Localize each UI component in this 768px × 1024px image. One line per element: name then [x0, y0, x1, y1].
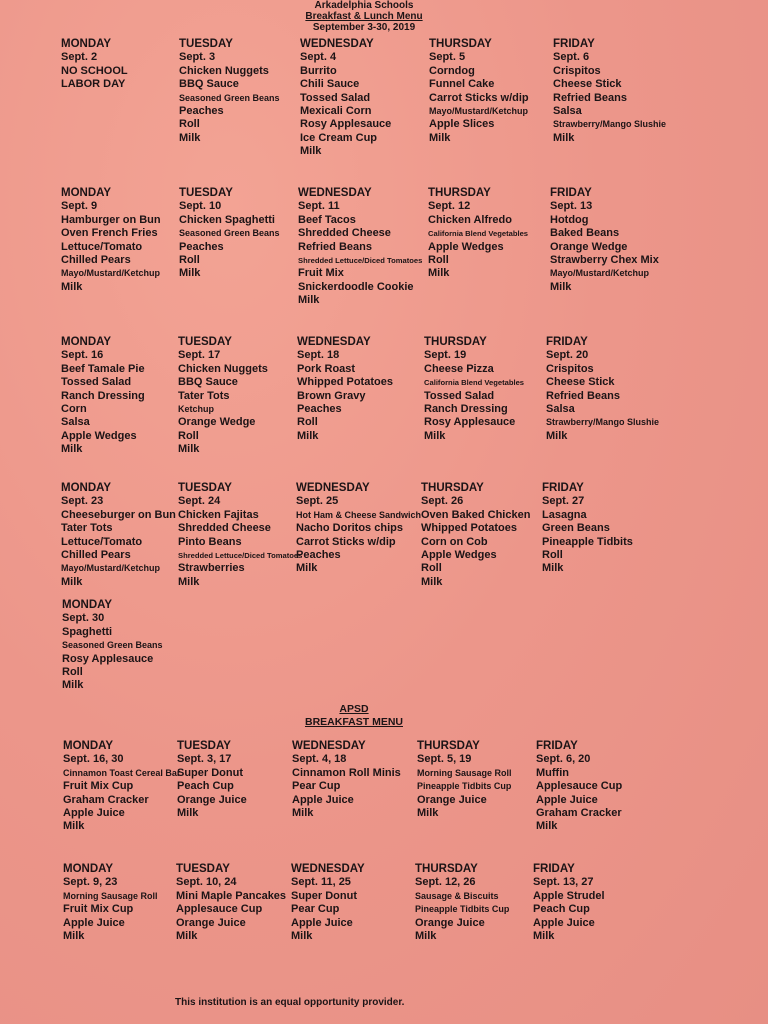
menu-item: Hamburger on Bun: [61, 213, 161, 226]
menu-item: Milk: [61, 575, 83, 588]
day-date: Sept. 9, 23: [63, 876, 118, 889]
menu-item: Super Donut: [291, 889, 357, 902]
day-date: Sept. 11, 25: [291, 876, 351, 889]
day-date: Sept. 20: [546, 349, 589, 362]
menu-item: Brown Gravy: [297, 389, 366, 402]
menu-item: Roll: [542, 549, 563, 562]
day-name: TUESDAY: [178, 336, 232, 348]
menu-item: Chicken Alfredo: [428, 213, 512, 226]
menu-item: Salsa: [61, 416, 90, 429]
menu-item: Peaches: [297, 403, 342, 416]
menu-item: Milk: [536, 820, 558, 833]
menu-item: Hot Ham & Cheese Sandwich: [296, 509, 422, 520]
day-date: Sept. 5: [429, 51, 466, 64]
menu-item: Cheese Pizza: [424, 362, 494, 375]
day-date: Sept. 16: [61, 349, 104, 362]
menu-item: Salsa: [553, 105, 582, 118]
day-name: FRIDAY: [542, 482, 584, 494]
menu-item: Oven French Fries: [61, 227, 158, 240]
day-date: Sept. 4, 18: [292, 753, 347, 766]
day-name: WEDNESDAY: [297, 336, 371, 348]
menu-item: Mini Maple Pancakes: [176, 889, 287, 902]
menu-item: Snickerdoodle Cookie: [298, 280, 414, 293]
menu-item: Apple Slices: [429, 118, 495, 131]
menu-item: Fruit Mix: [298, 267, 344, 280]
menu-title: Breakfast & Lunch Menu: [305, 11, 423, 22]
menu-item: Spaghetti: [62, 625, 113, 638]
menu-item: Seasoned Green Beans: [179, 92, 280, 103]
day-name: THURSDAY: [417, 740, 480, 752]
menu-item: Ranch Dressing: [61, 389, 145, 402]
day-column-monday: [63, 740, 180, 834]
menu-item: Milk: [179, 131, 201, 144]
menu-item: Shredded Cheese: [178, 522, 271, 535]
menu-item: Chicken Spaghetti: [179, 213, 275, 226]
menu-item: Rosy Applesauce: [424, 416, 516, 429]
menu-item: Apple Juice: [536, 793, 598, 806]
day-date: Sept. 2: [61, 51, 98, 64]
menu-item: Cinnamon Roll Minis: [292, 766, 401, 779]
menu-item: Mexicali Corn: [300, 105, 372, 118]
menu-item: Milk: [177, 807, 199, 820]
day-date: Sept. 13, 27: [533, 876, 594, 889]
day-name: FRIDAY: [536, 740, 578, 752]
menu-item: Whipped Potatoes: [297, 376, 393, 389]
day-column-tuesday: [179, 38, 280, 145]
menu-item: Nacho Doritos chips: [296, 522, 403, 535]
menu-item: Whipped Potatoes: [421, 522, 517, 535]
day-column-monday: [61, 187, 161, 294]
day-date: Sept. 5, 19: [417, 753, 472, 766]
menu-item: Super Donut: [177, 766, 243, 779]
day-column-thursday: [429, 38, 529, 145]
day-column-thursday: [421, 482, 530, 589]
day-name: MONDAY: [63, 863, 114, 875]
day-name: MONDAY: [63, 740, 114, 752]
menu-item: Cheeseburger on Bun: [61, 508, 176, 521]
menu-item: Refried Beans: [298, 240, 372, 253]
day-date: Sept. 9: [61, 200, 98, 213]
menu-item: Oven Baked Chicken: [421, 508, 531, 521]
menu-item: Chilled Pears: [61, 254, 131, 267]
menu-item: Rosy Applesauce: [300, 118, 392, 131]
menu-item: Morning Sausage Roll: [417, 767, 512, 778]
menu-item: Graham Cracker: [63, 793, 149, 806]
menu-item: Roll: [421, 562, 442, 575]
menu-item: Lasagna: [542, 508, 587, 521]
menu-item: Milk: [421, 575, 443, 588]
day-column-monday: [61, 38, 128, 92]
menu-item: Seasoned Green Beans: [62, 640, 163, 651]
menu-item: Tater Tots: [178, 389, 230, 402]
menu-item: Milk: [553, 131, 575, 144]
menu-item: Milk: [424, 429, 446, 442]
menu-item: Milk: [298, 294, 320, 307]
menu-item: Ice Cream Cup: [300, 131, 378, 144]
menu-item: Milk: [62, 679, 84, 692]
menu-item: Corn on Cob: [421, 535, 488, 548]
menu-item: Fruit Mix Cup: [63, 903, 134, 916]
menu-item: Pineapple Tidbits Cup: [417, 781, 512, 792]
menu-item: Funnel Cake: [429, 78, 495, 91]
day-name: THURSDAY: [415, 863, 478, 875]
menu-item: Strawberry Chex Mix: [550, 254, 659, 267]
day-column-friday: [542, 482, 633, 576]
menu-item: Crispitos: [553, 64, 601, 77]
menu-item: BBQ Sauce: [178, 376, 238, 389]
menu-item: Milk: [63, 820, 85, 833]
menu-item: Rosy Applesauce: [62, 652, 154, 665]
day-column-tuesday: [178, 336, 268, 457]
menu-item: Shredded Lettuce/Diced Tomatoes: [298, 256, 423, 266]
menu-item: Pork Roast: [297, 362, 356, 375]
day-column-thursday: [415, 863, 509, 943]
menu-item: Milk: [297, 429, 319, 442]
school-name: Arkadelphia Schools: [314, 0, 414, 11]
menu-item: Tossed Salad: [424, 389, 495, 402]
menu-item: Milk: [178, 575, 200, 588]
menu-item: Milk: [415, 930, 437, 943]
menu-item: Refried Beans: [553, 91, 627, 104]
menu-item: Pear Cup: [291, 903, 340, 916]
menu-item: Hotdog: [550, 213, 589, 226]
menu-item: Roll: [62, 666, 83, 679]
day-name: MONDAY: [61, 187, 112, 199]
menu-item: Refried Beans: [546, 389, 620, 402]
day-date: Sept. 6: [553, 51, 590, 64]
day-name: FRIDAY: [546, 336, 588, 348]
menu-item: California Blend Vegetables: [428, 229, 529, 239]
day-date: Sept. 26: [421, 495, 464, 508]
menu-item: Pear Cup: [292, 780, 341, 793]
day-name: THURSDAY: [424, 336, 487, 348]
day-name: THURSDAY: [429, 38, 492, 50]
menu-item: Shredded Lettuce/Diced Tomatoes: [178, 551, 303, 561]
menu-item: Chilled Pears: [61, 549, 131, 562]
menu-item: Orange Juice: [415, 916, 485, 929]
menu-item: Tossed Salad: [300, 91, 371, 104]
day-column-monday: [61, 336, 145, 457]
menu-item: Roll: [179, 118, 200, 131]
day-date: Sept. 3, 17: [177, 753, 232, 766]
menu-item: Apple Juice: [63, 916, 125, 929]
menu-item: Chili Sauce: [300, 78, 360, 91]
day-name: WEDNESDAY: [300, 38, 374, 50]
day-column-tuesday: [179, 187, 280, 281]
day-column-tuesday: [178, 482, 302, 589]
menu-item: LABOR DAY: [61, 78, 126, 91]
menu-item: Applesauce Cup: [176, 903, 263, 916]
menu-item: Milk: [61, 443, 83, 456]
day-column-friday: [553, 38, 666, 145]
menu-item: Corndog: [429, 64, 475, 77]
menu-header: [0, 0, 728, 33]
menu-item: Milk: [300, 145, 322, 158]
menu-item: Apple Juice: [291, 916, 353, 929]
day-column-wednesday: [292, 740, 401, 820]
menu-item: Strawberries: [178, 562, 245, 575]
menu-item: Beef Tacos: [298, 213, 356, 226]
day-name: MONDAY: [61, 38, 112, 50]
menu-item: Cheese Stick: [546, 376, 615, 389]
menu-item: Apple Juice: [292, 793, 354, 806]
menu-dates: September 3-30, 2019: [312, 22, 416, 33]
menu-item: Milk: [176, 930, 198, 943]
menu-item: Milk: [291, 930, 313, 943]
menu-item: Carrot Sticks w/dip: [296, 535, 396, 548]
day-column-tuesday: [177, 740, 247, 820]
day-column-tuesday: [176, 863, 286, 943]
menu-item: Mayo/Mustard/Ketchup: [550, 268, 650, 279]
menu-item: Orange Juice: [417, 793, 487, 806]
day-column-monday: [63, 863, 158, 943]
menu-item: Ranch Dressing: [424, 403, 508, 416]
day-column-wednesday: [300, 38, 391, 159]
day-date: Sept. 18: [297, 349, 340, 362]
menu-item: Seasoned Green Beans: [179, 228, 280, 239]
menu-item: Green Beans: [542, 522, 610, 535]
menu-item: Peach Cup: [177, 780, 234, 793]
day-name: WEDNESDAY: [292, 740, 366, 752]
day-name: FRIDAY: [533, 863, 575, 875]
menu-item: Morning Sausage Roll: [63, 890, 158, 901]
day-date: Sept. 13: [550, 200, 593, 213]
menu-item: Apple Wedges: [421, 549, 497, 562]
menu-item: Pineapple Tidbits Cup: [415, 904, 510, 915]
day-name: TUESDAY: [177, 740, 231, 752]
menu-item: Strawberry/Mango Slushie: [546, 417, 660, 428]
day-date: Sept. 27: [542, 495, 585, 508]
day-column-friday: [536, 740, 622, 834]
day-column-wednesday: [296, 482, 421, 576]
day-name: MONDAY: [61, 336, 112, 348]
menu-item: Milk: [417, 807, 439, 820]
breakfast-header: [0, 703, 708, 729]
menu-item: Carrot Sticks w/dip: [429, 91, 529, 104]
day-name: FRIDAY: [553, 38, 595, 50]
menu-item: Shredded Cheese: [298, 227, 391, 240]
day-date: Sept. 30: [62, 612, 105, 625]
menu-item: Apple Juice: [533, 916, 595, 929]
day-date: Sept. 3: [179, 51, 216, 64]
day-date: Sept. 12: [428, 200, 471, 213]
menu-item: Roll: [428, 254, 449, 267]
menu-item: Orange Juice: [176, 916, 246, 929]
day-date: Sept. 10, 24: [176, 876, 237, 889]
menu-item: Corn: [61, 403, 87, 416]
menu-item: Fruit Mix Cup: [63, 780, 134, 793]
day-column-thursday: [417, 740, 512, 820]
day-name: MONDAY: [62, 599, 113, 611]
menu-item: Orange Wedge: [550, 240, 628, 253]
day-date: Sept. 23: [61, 495, 104, 508]
menu-item: Milk: [296, 562, 318, 575]
menu-item: Tater Tots: [61, 522, 113, 535]
menu-item: Pineapple Tidbits: [542, 535, 633, 548]
menu-item: Peaches: [179, 105, 224, 118]
menu-item: Roll: [179, 254, 200, 267]
menu-item: Milk: [292, 807, 314, 820]
day-name: WEDNESDAY: [296, 482, 370, 494]
day-column-friday: [533, 863, 605, 943]
menu-item: Milk: [178, 443, 200, 456]
menu-item: Mayo/Mustard/Ketchup: [61, 268, 161, 279]
menu-item: BBQ Sauce: [179, 78, 239, 91]
menu-item: Milk: [546, 429, 568, 442]
day-column-friday: [546, 336, 659, 443]
menu-item: Mayo/Mustard/Ketchup: [429, 106, 529, 117]
day-date: Sept. 4: [300, 51, 337, 64]
menu-item: Orange Wedge: [178, 416, 256, 429]
menu-item: Lettuce/Tomato: [61, 240, 143, 253]
day-column-friday: [550, 187, 659, 294]
day-name: TUESDAY: [179, 38, 233, 50]
menu-item: Orange Juice: [177, 793, 247, 806]
menu-item: Baked Beans: [550, 227, 620, 240]
menu-item: Cinnamon Toast Cereal Bar: [63, 767, 181, 778]
day-date: Sept. 25: [296, 495, 339, 508]
menu-item: Milk: [63, 930, 85, 943]
menu-item: Ketchup: [178, 404, 214, 415]
menu-item: Chicken Nuggets: [179, 64, 269, 77]
menu-item: Apple Juice: [63, 807, 125, 820]
day-name: THURSDAY: [428, 187, 491, 199]
day-column-monday: [61, 482, 176, 589]
breakfast-org: APSD: [339, 703, 369, 715]
day-name: THURSDAY: [421, 482, 484, 494]
day-name: FRIDAY: [550, 187, 592, 199]
menu-item: Lettuce/Tomato: [61, 535, 143, 548]
menu-item: Roll: [297, 416, 318, 429]
day-column-thursday: [424, 336, 524, 443]
menu-item: Chicken Nuggets: [178, 362, 268, 375]
menu-item: Tossed Salad: [61, 376, 132, 389]
menu-item: Milk: [533, 930, 555, 943]
menu-item: Apple Wedges: [61, 429, 137, 442]
menu-item: Graham Cracker: [536, 807, 622, 820]
menu-item: Cheese Stick: [553, 78, 622, 91]
menu-item: NO SCHOOL: [61, 64, 128, 77]
menu-item: California Blend Vegetables: [424, 378, 525, 388]
footer-statement: This institution is an equal opportunity provider.: [175, 997, 405, 1008]
day-date: Sept. 6, 20: [536, 753, 591, 766]
day-name: WEDNESDAY: [298, 187, 372, 199]
day-column-wednesday: [298, 187, 422, 308]
menu-item: Pinto Beans: [178, 535, 242, 548]
menu-item: Apple Wedges: [428, 240, 504, 253]
day-column-wednesday: [297, 336, 393, 443]
menu-item: Milk: [550, 280, 572, 293]
day-date: Sept. 17: [178, 349, 221, 362]
menu-item: Mayo/Mustard/Ketchup: [61, 563, 161, 574]
day-column-wednesday: [291, 863, 365, 943]
menu-item: Milk: [428, 267, 450, 280]
menu-item: Milk: [542, 562, 564, 575]
breakfast-title: BREAKFAST MENU: [304, 716, 403, 728]
menu-item: Roll: [178, 429, 199, 442]
day-name: WEDNESDAY: [291, 863, 365, 875]
menu-item: Milk: [179, 267, 201, 280]
day-column-monday: [62, 599, 163, 693]
menu-item: Beef Tamale Pie: [61, 362, 145, 375]
menu-item: Milk: [61, 280, 83, 293]
day-date: Sept. 16, 30: [63, 753, 124, 766]
day-date: Sept. 24: [178, 495, 221, 508]
day-name: MONDAY: [61, 482, 112, 494]
menu-item: Strawberry/Mango Slushie: [553, 119, 667, 130]
day-name: TUESDAY: [179, 187, 233, 199]
menu-item: Applesauce Cup: [536, 780, 623, 793]
menu-item: Chicken Fajitas: [178, 508, 259, 521]
menu-item: Peach Cup: [533, 903, 590, 916]
menu-item: Apple Strudel: [533, 889, 605, 902]
day-name: TUESDAY: [178, 482, 232, 494]
menu-item: Sausage & Biscuits: [415, 890, 499, 901]
menu-item: Muffin: [536, 766, 569, 779]
day-date: Sept. 10: [179, 200, 222, 213]
day-date: Sept. 19: [424, 349, 467, 362]
menu-item: Peaches: [179, 240, 224, 253]
menu-item: Salsa: [546, 403, 575, 416]
menu-item: Burrito: [300, 64, 337, 77]
day-column-thursday: [428, 187, 528, 281]
day-date: Sept. 12, 26: [415, 876, 476, 889]
menu-item: Crispitos: [546, 362, 594, 375]
day-date: Sept. 11: [298, 200, 340, 213]
day-name: TUESDAY: [176, 863, 230, 875]
menu-item: Milk: [429, 131, 451, 144]
menu-item: Peaches: [296, 549, 341, 562]
